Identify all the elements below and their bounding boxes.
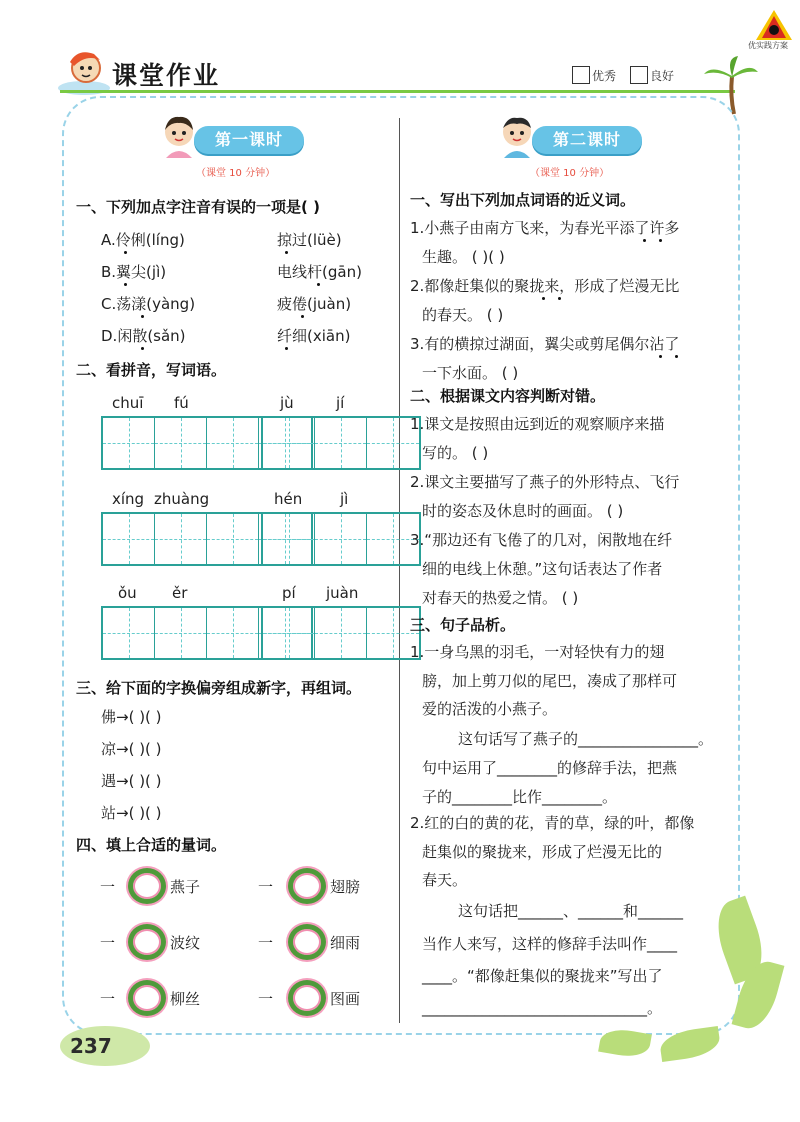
measure-noun: 细雨 xyxy=(330,934,361,952)
pinyin: jì xyxy=(340,490,349,508)
s3-line: ____。“都像赶集似的聚拢来”写出了 xyxy=(422,967,663,985)
writing-grid[interactable] xyxy=(261,416,421,470)
s1-line: 3.有的横掠过湖面，翼尖或剪尾偶尔沾了 xyxy=(410,335,680,353)
header-rule xyxy=(60,90,735,93)
s3-line: 这句话写了燕子的________________。 xyxy=(458,730,714,748)
wreath-blank[interactable] xyxy=(288,980,326,1016)
wreath-blank[interactable] xyxy=(288,868,326,904)
lesson2-badge: 第二课时 xyxy=(532,126,642,154)
pinyin: zhuàng xyxy=(154,490,210,508)
s1-line: 的春天。 ( ) xyxy=(422,306,504,324)
measure-prefix: 一 xyxy=(258,878,274,896)
s2-heading: 二、根据课文内容判断对错。 xyxy=(410,387,606,405)
wreath-blank[interactable] xyxy=(128,980,166,1016)
s2-line: 1.课文是按照由远到近的观察顺序来描 xyxy=(410,415,665,433)
s1-line: 一下水面。 ( ) xyxy=(422,364,519,382)
q1-word: 掠过(lüè) xyxy=(277,231,342,249)
measure-noun: 柳丝 xyxy=(170,990,201,1008)
pinyin: ěr xyxy=(172,584,188,602)
emphasis-dot xyxy=(643,239,646,242)
s3-line: 当作人来写，这样的修辞手法叫作____ xyxy=(422,935,678,953)
wreath-blank[interactable] xyxy=(288,924,326,960)
emphasis-dot xyxy=(317,283,320,286)
q1-option-a: A.伶俐(líng) xyxy=(101,231,185,249)
emphasis-dot xyxy=(542,297,545,300)
pinyin: juàn xyxy=(326,584,359,602)
emphasis-dot xyxy=(124,283,127,286)
s1-line: 1.小燕子由南方飞来，为春光平添了许多 xyxy=(410,219,680,237)
wreath-blank[interactable] xyxy=(128,868,166,904)
emphasis-dot xyxy=(659,355,662,358)
emphasis-dot xyxy=(285,347,288,350)
s3-line: 句中运用了________的修辞手法，把燕 xyxy=(422,759,678,777)
writing-grid[interactable] xyxy=(261,606,421,660)
q1-word: 疲倦(juàn) xyxy=(277,295,352,313)
s3-line: 赶集似的聚拢来，形成了烂漫无比的 xyxy=(422,843,663,861)
page-number: 237 xyxy=(70,1034,112,1058)
measure-noun: 燕子 xyxy=(170,878,201,896)
s1-line: 2.都像赶集似的聚拢来，形成了烂漫无比 xyxy=(410,277,680,295)
pinyin: jù xyxy=(280,394,294,412)
measure-prefix: 一 xyxy=(258,934,274,952)
s2-line: 3.“那边还有飞倦了的几对，闲散地在纤 xyxy=(410,531,673,549)
s3-line: 这句话把______、______和______ xyxy=(458,902,684,920)
s2-line: 细的电线上休憩。”这句话表达了作者 xyxy=(422,560,663,578)
lesson1-time: （课堂 10 分钟） xyxy=(196,168,276,179)
pinyin: fú xyxy=(174,394,189,412)
rating-good[interactable] xyxy=(630,66,674,84)
lesson2-time: （课堂 10 分钟） xyxy=(530,168,610,179)
s2-line: 写的。 ( ) xyxy=(422,444,489,462)
emphasis-dot xyxy=(675,355,678,358)
measure-prefix: 一 xyxy=(100,990,116,1008)
pinyin: pí xyxy=(282,584,296,602)
s3-line: 2.红的白的黄的花，青的草，绿的叶，都像 xyxy=(410,814,695,832)
q3-item: 遇→( )( ) xyxy=(101,772,162,790)
s2-line: 2.课文主要描写了燕子的外形特点、飞行 xyxy=(410,473,680,491)
q3-item: 佛→( )( ) xyxy=(101,708,162,726)
pinyin: ǒu xyxy=(118,584,137,602)
wreath-blank[interactable] xyxy=(128,924,166,960)
q1-heading: 一、下列加点字注音有误的一项是( ) xyxy=(76,198,320,216)
emphasis-dot xyxy=(124,251,127,254)
s2-line: 时的姿态及休息时的画面。 ( ) xyxy=(422,502,624,520)
checkbox-excellent[interactable] xyxy=(572,66,590,84)
emphasis-dot xyxy=(141,315,144,318)
emphasis-dot xyxy=(285,251,288,254)
checkbox-good[interactable] xyxy=(630,66,648,84)
writing-grid[interactable] xyxy=(261,512,421,566)
emphasis-dot xyxy=(301,315,304,318)
q1-word: 电线杆(gān) xyxy=(277,263,362,281)
emphasis-dot xyxy=(558,297,561,300)
q3-item: 凉→( )( ) xyxy=(101,740,162,758)
q3-heading: 三、给下面的字换偏旁组成新字，再组词。 xyxy=(76,679,362,697)
q2-heading: 二、看拼音，写词语。 xyxy=(76,361,227,379)
page-title: 课堂作业 xyxy=(112,61,221,90)
mascot-icon xyxy=(56,44,112,96)
measure-noun: 波纹 xyxy=(170,934,201,952)
q1-option-d: D.闲散(sǎn) xyxy=(101,327,186,345)
column-divider xyxy=(399,118,400,1023)
emphasis-dot xyxy=(659,239,662,242)
measure-prefix: 一 xyxy=(258,990,274,1008)
measure-noun: 翅膀 xyxy=(330,878,361,896)
q1-word: 纤细(xiān) xyxy=(277,327,351,345)
lesson1-badge: 第一课时 xyxy=(194,126,304,154)
pinyin: xíng xyxy=(112,490,145,508)
s3-line: 春天。 xyxy=(422,871,468,889)
emphasis-dot xyxy=(141,347,144,350)
s3-line: 1.一身乌黑的羽毛，一对轻快有力的翅 xyxy=(410,643,665,661)
measure-prefix: 一 xyxy=(100,878,116,896)
pinyin: jí xyxy=(336,394,345,412)
measure-noun: 图画 xyxy=(330,990,361,1008)
pinyin: chuī xyxy=(112,394,144,412)
s1-heading: 一、写出下列加点词语的近义词。 xyxy=(410,191,636,209)
rating-excellent-label: 优秀 xyxy=(592,68,617,83)
s3-line: 子的________比作________。 xyxy=(422,788,618,806)
pinyin: hén xyxy=(274,490,303,508)
s3-line: 爱的活泼的小燕子。 xyxy=(422,700,558,718)
q3-item: 站→( )( ) xyxy=(101,804,162,822)
q1-option-c: C.荡漾(yàng) xyxy=(101,295,196,313)
q4-heading: 四、填上合适的量词。 xyxy=(76,836,227,854)
s1-line: 生趣。 ( )( ) xyxy=(422,248,505,266)
s3-line: 膀，加上剪刀似的尾巴，凑成了那样可 xyxy=(422,672,678,690)
q1-option-b: B.翼尖(jì) xyxy=(101,263,167,281)
s2-line: 对春天的热爱之情。 ( ) xyxy=(422,589,579,607)
rating-excellent[interactable] xyxy=(572,66,616,84)
s3-line: ______________________________。 xyxy=(422,999,663,1017)
measure-prefix: 一 xyxy=(100,934,116,952)
s3-heading: 三、句子品析。 xyxy=(410,616,516,634)
rating-good-label: 良好 xyxy=(650,68,675,83)
logo-text: 优实践方案 xyxy=(748,41,788,50)
